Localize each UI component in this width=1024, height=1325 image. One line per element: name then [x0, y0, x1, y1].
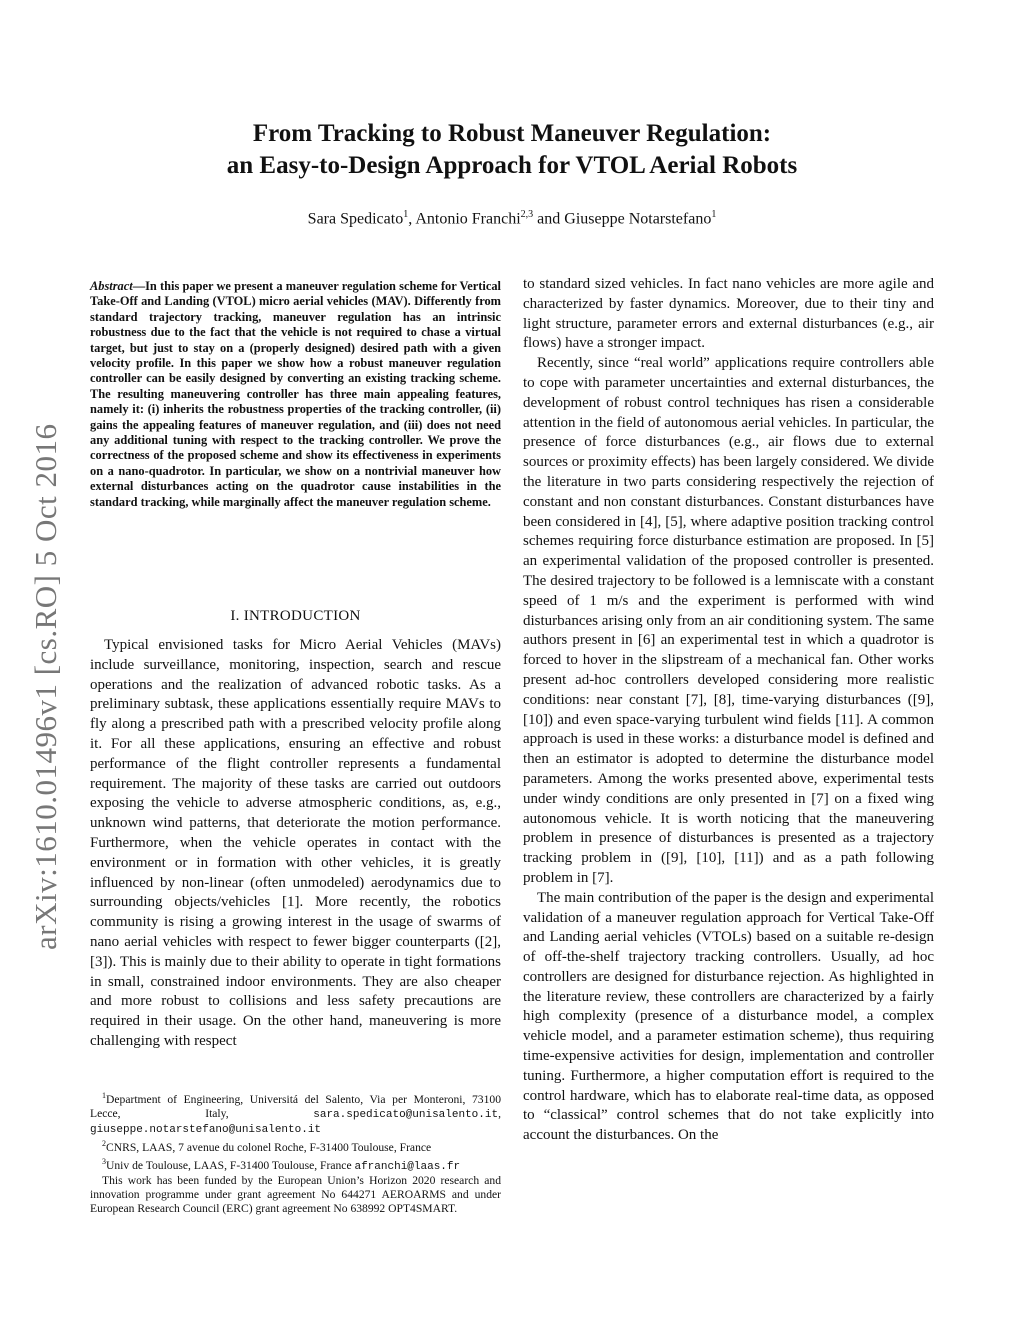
abstract [90, 279, 501, 510]
footnote-3-marker: 3 [102, 1156, 106, 1166]
footnote-3-email[interactable]: afranchi@laas.fr [354, 1160, 461, 1173]
footnote-2-marker: 2 [102, 1138, 106, 1148]
footnote-1-email-2[interactable]: giuseppe.notarstefano@unisalento.it [90, 1123, 322, 1136]
author-1-affiliation: 1 [403, 209, 409, 220]
author-separator-1: , [408, 210, 416, 228]
intro-paragraph-1: Typical envisioned tasks for Micro Aerial Vehicles (MAVs) include surveillance, monitoring, inspection, search and rescue operations and the realization of advanced robotic tasks. As a preliminary subtask, these applications essentially require MAVs to fly along a prescribed path with a prescribed velocity profile along it. For all these applications, ensuring an effective and robust performance of the flight controller represents a fundamental requirement. The majority of these tasks are carried out outdoors exposing the vehicle to adverse atmospheric conditions, as, e.g., unknown wind patterns, that deteriorate the motion performance. Furthermore, when the vehicle operates in contact with the environment or in formation with other vehicles, it is greatly influenced by non-linear (often unmodeled) aerodynamics due to surrounding objects/vehicles [1]. More recently, the robotics community is rising a growing interest in the usage of swarms of nano aerial vehicles with respect to fewer bigger counterparts ([2], [3]). This is mainly due to their ability to operate in tight formations in small, constrained indoor environments. They are also cheaper and more robust to collisions and less safety precautions are required in their usage. On the other hand, maneuvering is more challenging with respect [90, 637, 501, 1049]
author-2: Antonio Franchi [415, 210, 521, 228]
intro-paragraph-1-continued: to standard sized vehicles. In fact nano vehicles are more agile and characterized by faster dynamics. Moreover, due to their tiny and light structure, parameter errors and external disturbances (e.g., air flows) have a stronger impact. [523, 276, 934, 352]
footnote-2 [90, 1137, 501, 1155]
introduction-right-column [523, 275, 934, 1146]
abstract-label: Abstract [90, 279, 133, 293]
footnote-1-text: Department of Engineering, Universitá del Salento, Via per Monteroni, 73100 Lecce, Italy, [90, 1092, 501, 1120]
introduction-left-column [90, 636, 501, 1052]
author-list [0, 209, 1024, 228]
arxiv-identifier: arXiv:1610.01496v1 [cs.RO] 5 Oct 2016 [28, 423, 63, 950]
author-2-affiliation: 2,3 [520, 209, 534, 220]
title-line-2: an Easy-to-Design Approach for VTOL Aerial Robots [226, 152, 798, 179]
footnote-3 [90, 1155, 501, 1174]
footnote-1-separator: , [498, 1106, 501, 1120]
footnote-1-email-1[interactable]: sara.spedicato@unisalento.it [313, 1108, 499, 1121]
author-1: Sara Spedicato [307, 210, 404, 228]
footnote-2-text: CNRS, LAAS, 7 avenue du colonel Roche, F-31400 Toulouse, France [106, 1140, 432, 1154]
intro-paragraph-3: The main contribution of the paper is the design and experimental validation of a maneuver regulation approach for Vertical Take-Off and Landing aerial vehicles (VTOLs) based on a suitable re-design of off-the-shelf trajectory tracking controllers. Usually, ad hoc controllers are designed for disturbance rejection. As highlighted in the literature review, these controllers are characterized by a fairly high complexity (presence of a disturbance model, a complex vehicle model, and a parameter estimation scheme), thus requiring time-expensive activities for design, implementation and controller tuning. Furthermore, a higher computation effort is required to the control hardware, which has to elaborate real-time data, as opposed to “classical” control schemes that do not take explicitly into account the disturbances. On the [523, 889, 934, 1144]
intro-paragraph-2: Recently, since “real world” applications require controllers able to cope with parameter uncertainties and external disturbances, the development of robust control techniques has risen a considerable attention in the field of autonomous aerial vehicles. In particular, the presence of force disturbances (e.g., air flows due to external sources or proximity effects) has been largely considered. We divide the literature in two parts considering respectively the rejection of constant and non constant disturbances. Constant disturbances have been considered in [4], [5], where adaptive position tracking control schemes requiring force disturbance estimation are proposed. In [5] an experimental validation of the proposed controller is presented. The desired trajectory to be followed is a lemniscate with a constant speed of 1 m/s and the experiment is performed with wind disturbances arising only from an air conditioning system. The same authors present in [6] an experimental test in which a quadrotor is forced to hover in the slipstream of a mechanical fan. Other works present ad-hoc controllers developed considering more realistic conditions: near constant [7], [8], time-varying disturbances ([9], [10]) and even space-varying turbulent wind fields [11]. A common approach is used in these works: a disturbance model is defined and then an estimator is adopted to determine the disturbance model parameters. Among the works presented above, experimental tests under windy conditions are only presented in [7] on a fixed wing autonomous vehicle. It is worth noticing that the maneuvering problem in presence of disturbances is presented as a trajectory tracking problem in ([9], [10], [11]) and as a path following problem in [7]. [523, 355, 934, 886]
section-heading-introduction: I. INTRODUCTION [230, 608, 361, 624]
abstract-text: —In this paper we present a maneuver regulation scheme for Vertical Take-Off and Landing (VTOL) micro aerial vehicles (MAV). Differently from standard trajectory tracking, maneuver regulation has an intrinsic robustness due to the fact that the vehicle is not required to chase a virtual target, but just to stay on a (properly designed) desired path with a given velocity profile. In this paper we show how a robust maneuver regulation controller can be easily designed by converting an existing tracking scheme. The resulting maneuvering controller has three main appealing features, namely it: (i) inherits the robustness properties of the tracking controller, (ii) gains the appealing features of maneuver regulation, and (iii) does not need any additional tuning with respect to the tracking controller. We prove the correctness of the proposed scheme and show its effectiveness in experiments on a nano-quadrotor. In particular, we show on a nontrivial maneuver how external disturbances acting on the quadrotor cause instabilities in the standard tracking, while marginally affect the maneuver regulation scheme. [90, 279, 501, 509]
footnote-1 [90, 1089, 501, 1137]
footnote-3-text: Univ de Toulouse, LAAS, F-31400 Toulouse, France [106, 1158, 355, 1172]
author-3: Giuseppe Notarstefano [564, 210, 712, 228]
footnotes [90, 1089, 501, 1216]
footnote-1-marker: 1 [102, 1091, 106, 1100]
author-separator-2: and [533, 210, 565, 228]
author-3-affiliation: 1 [711, 209, 717, 220]
title-line-1: From Tracking to Robust Maneuver Regulation: [252, 120, 772, 147]
paper-title [0, 118, 1024, 182]
funding-note: This work has been funded by the European Union’s Horizon 2020 research and innovation programme under grant agreement No 644271 AEROARMS and under European Research Council (ERC) grant agreement No 638992 OPT4SMART. [90, 1173, 501, 1215]
